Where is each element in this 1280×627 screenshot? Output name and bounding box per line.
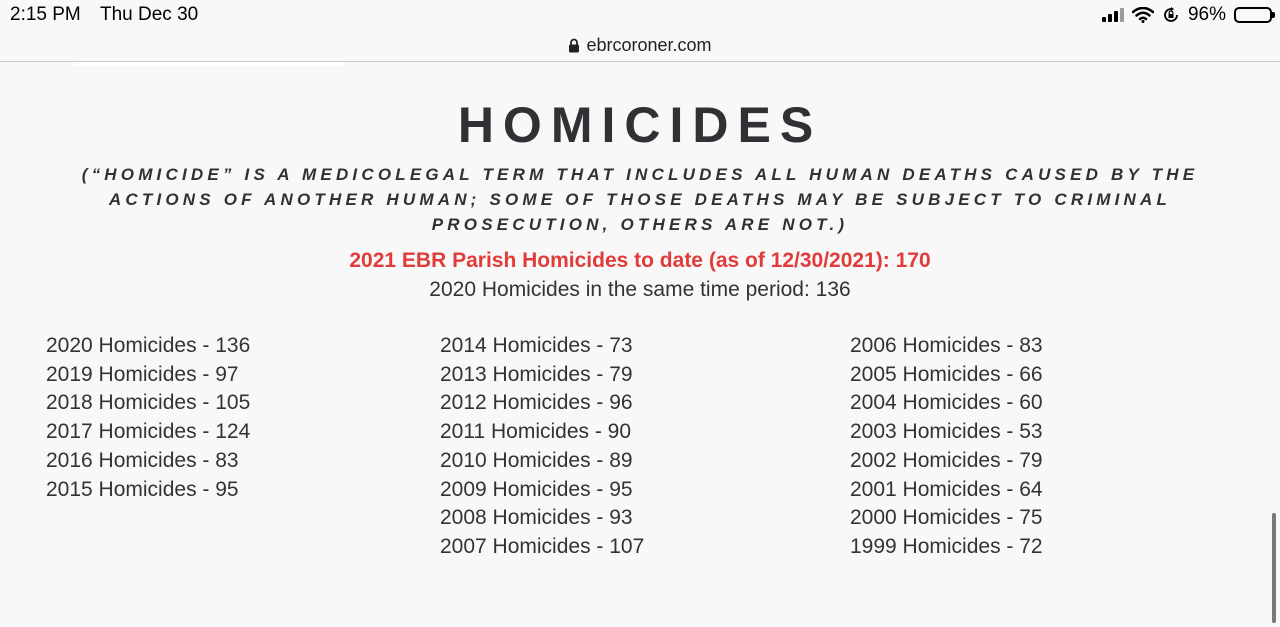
status-time: 2:15 PM <box>10 4 81 25</box>
battery-icon <box>1234 7 1272 23</box>
list-item: 2004 Homicides - 60 <box>850 391 1043 415</box>
list-item: 2012 Homicides - 96 <box>440 391 633 415</box>
address-bar[interactable] <box>0 30 1280 60</box>
page-subtitle: (“HOMICIDE” IS A MEDICOLEGAL TERM THAT INCLUDES ALL HUMAN DEATHS CAUSED BY THE ACTIONS OF ANOTHER HUMAN; SOME OF THOSE DEATHS MAY BE SUBJECT TO CRIMINAL PROSECUTION, OTHERS ARE NOT.) <box>81 165 1199 234</box>
current-year-homicides: 2021 EBR Parish Homicides to date (as of 12/30/2021): 170 <box>349 249 931 272</box>
list-item: 2008 Homicides - 93 <box>440 506 633 530</box>
url-domain[interactable]: ebrcoroner.com <box>586 34 712 55</box>
list-item: 2007 Homicides - 107 <box>440 534 645 558</box>
list-item: 2017 Homicides - 124 <box>46 420 251 444</box>
list-item: 2005 Homicides - 66 <box>850 362 1043 386</box>
list-item: 2018 Homicides - 105 <box>46 391 251 415</box>
status-date: Thu Dec 30 <box>100 4 199 25</box>
list-item: 2010 Homicides - 89 <box>440 448 633 472</box>
list-item: 2001 Homicides - 64 <box>850 477 1043 501</box>
scrollbar[interactable] <box>1272 513 1276 623</box>
list-item: 1999 Homicides - 72 <box>850 534 1043 558</box>
list-item: 2019 Homicides - 97 <box>46 362 239 386</box>
lock-icon <box>568 38 580 53</box>
list-item: 2000 Homicides - 75 <box>850 506 1043 530</box>
list-item: 2016 Homicides - 83 <box>46 448 239 472</box>
list-item: 2014 Homicides - 73 <box>440 334 633 357</box>
list-item: 2009 Homicides - 95 <box>440 477 633 501</box>
list-item: 2013 Homicides - 79 <box>440 362 633 386</box>
wifi-icon <box>1132 7 1154 23</box>
orientation-lock-icon <box>1162 6 1180 24</box>
page-title: HOMICIDES <box>457 97 823 153</box>
tab-edge <box>74 62 344 66</box>
status-bar <box>0 0 1280 32</box>
list-item: 2011 Homicides - 90 <box>440 420 632 444</box>
status-indicators <box>1102 4 1272 26</box>
previous-year-comparison: 2020 Homicides in the same time period: 136 <box>429 278 851 301</box>
homicides-column-1 <box>46 332 250 504</box>
list-item: 2003 Homicides - 53 <box>850 420 1043 444</box>
battery-percent: 96% <box>1187 4 1226 25</box>
list-item: 2020 Homicides - 136 <box>46 334 251 357</box>
list-item: 2002 Homicides - 79 <box>850 448 1043 472</box>
homicides-column-3 <box>850 332 1043 562</box>
homicides-column-2 <box>440 332 644 562</box>
list-item: 2015 Homicides - 95 <box>46 477 239 501</box>
cellular-signal-icon <box>1102 8 1124 22</box>
list-item: 2006 Homicides - 83 <box>850 334 1043 357</box>
